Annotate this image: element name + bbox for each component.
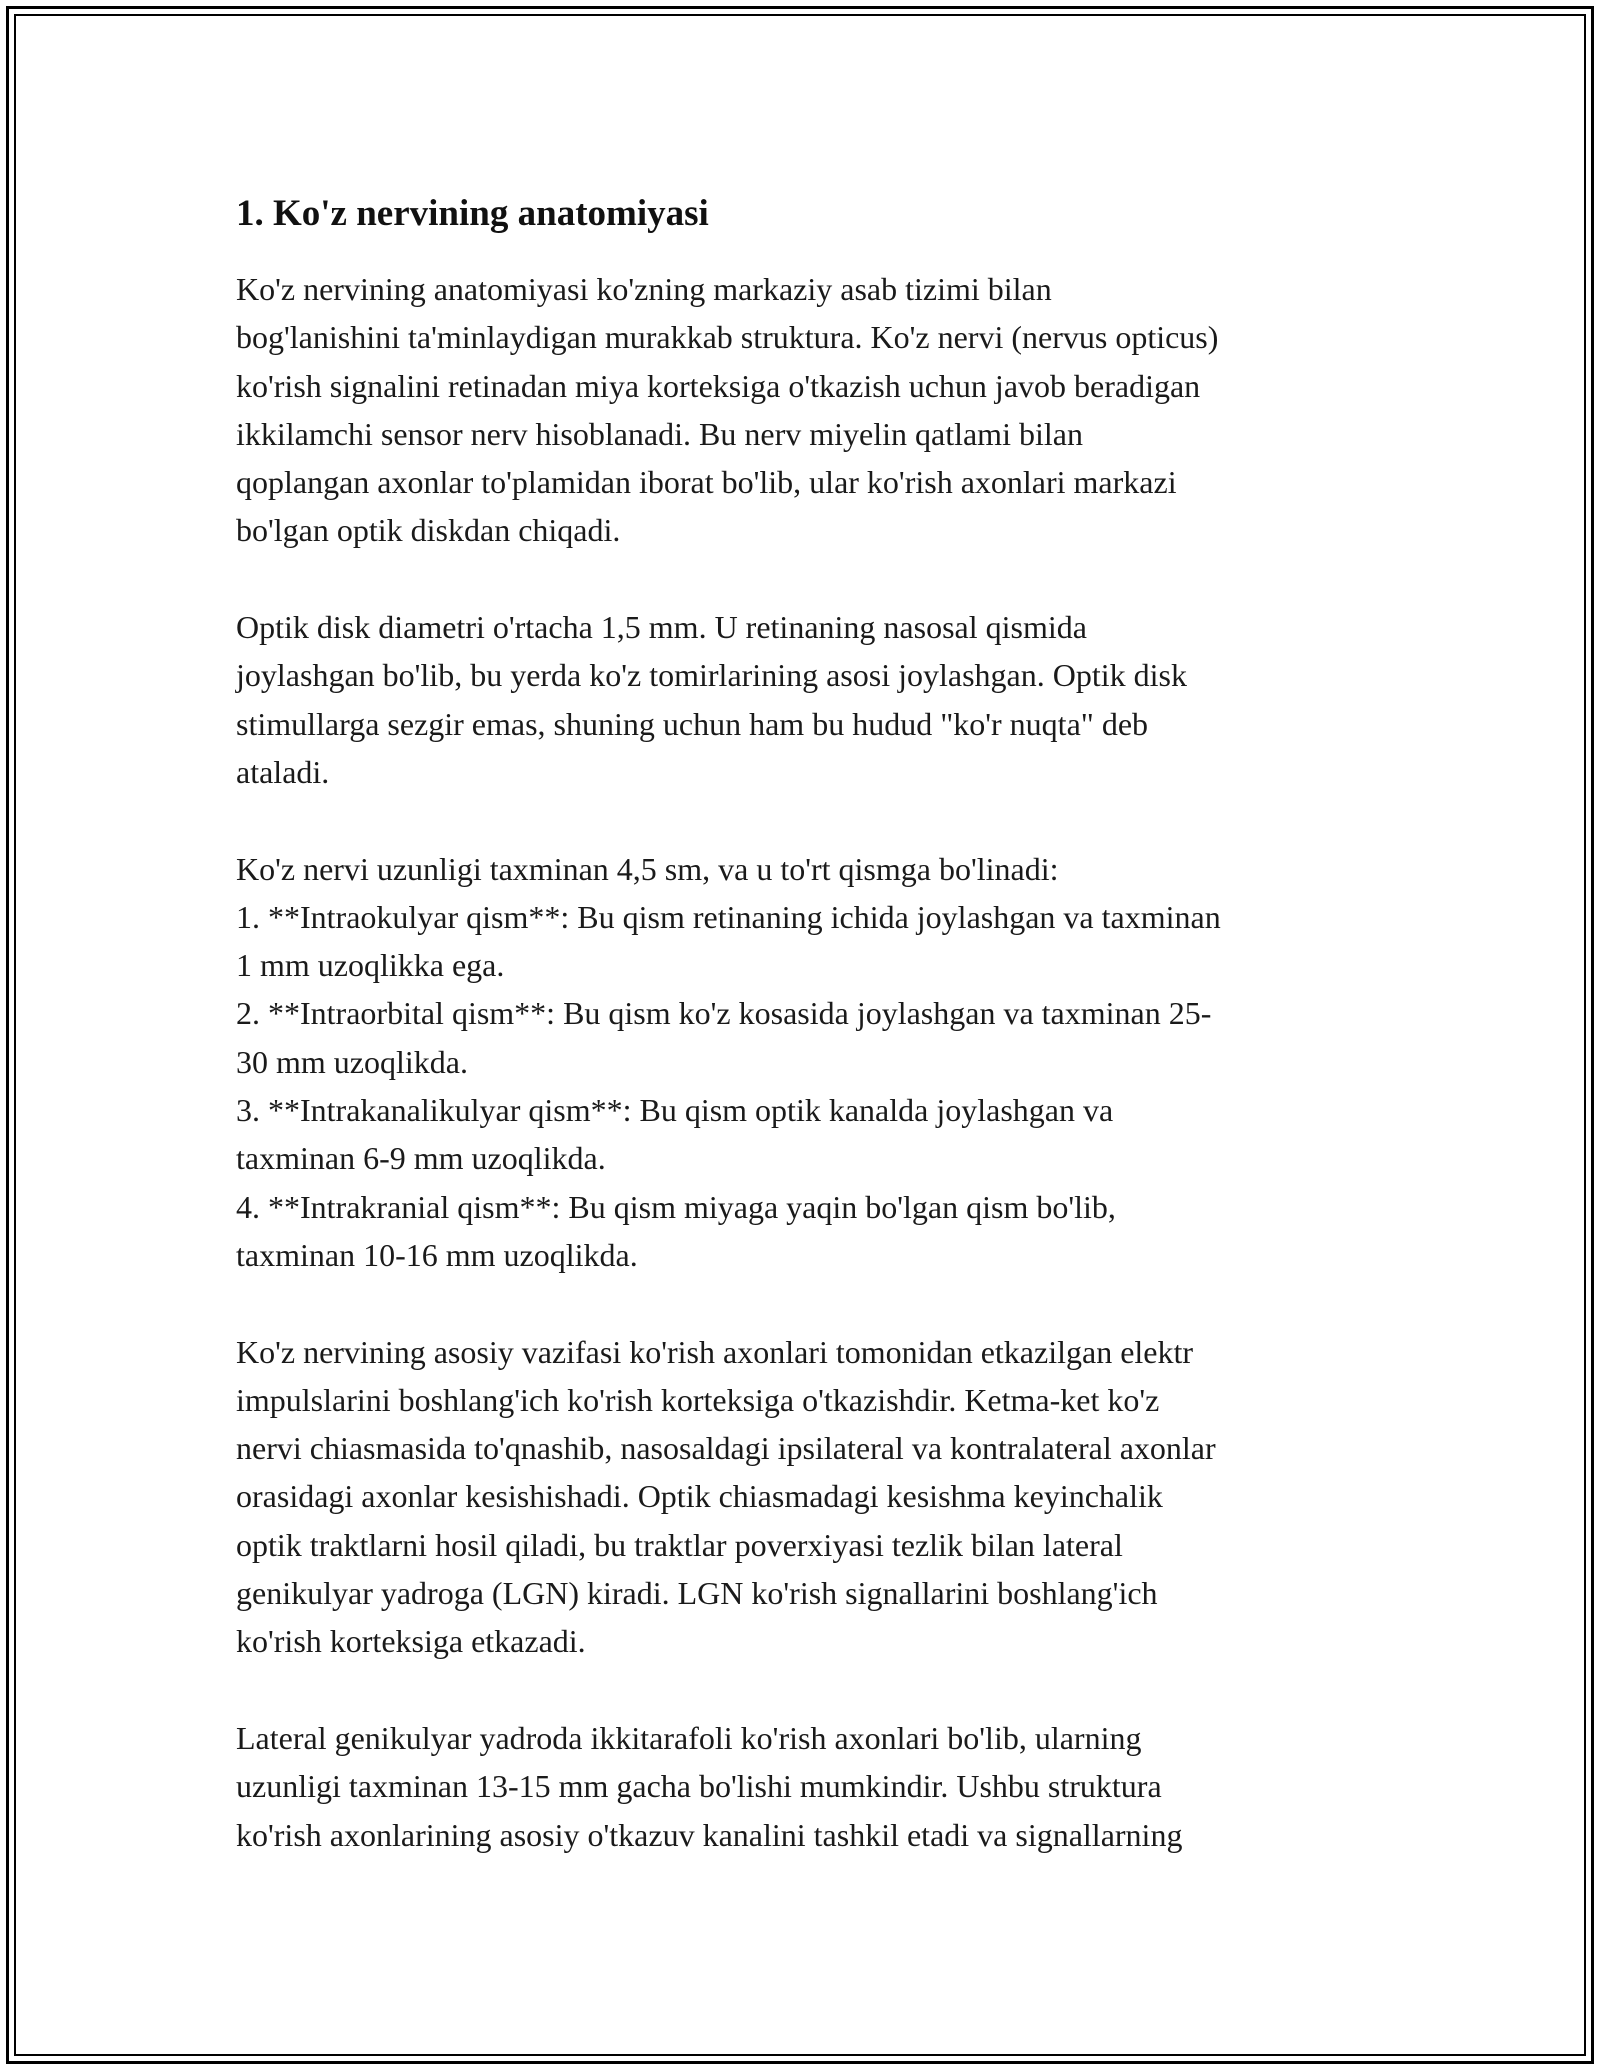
text-line: ko'rish signalini retinadan miya korteksiga o'tkazish uchun javob beradigan (236, 367, 1201, 404)
text-line: Ko'z nervining asosiy vazifasi ko'rish axonlari tomonidan etkazilgan elektr (236, 1333, 1194, 1370)
text-line: uzunligi taxminan 13-15 mm gacha bo'lishi mumkindir. Ushbu struktura (236, 1768, 1162, 1805)
text-line: Ko'z nervining anatomiyasi ko'zning markaziy asab tizimi bilan (236, 271, 1052, 307)
text-line: impulslarini boshlang'ich ko'rish korteksiga o'tkazishdir. Ketma-ket ko'z (236, 1381, 1160, 1418)
paragraph-nerve-parts (236, 845, 1376, 1280)
text-line: ko'rish axonlarining asosiy o'tkazuv kanalini tashkil etadi va signallarning (236, 1816, 1183, 1853)
text-line: Optik disk diametri o'rtacha 1,5 mm. U retinaning nasosal qismida (236, 609, 1087, 646)
list-item: 1. **Intraokulyar qism**: Bu qism retinaning ichida joylashgan va taxminan (236, 898, 1221, 935)
section-heading: 1. Ko'z nervining anatomiyasi (236, 193, 709, 234)
paragraph-lgn (236, 1714, 1376, 1859)
document-body (236, 186, 1376, 1859)
list-item: 4. **Intrakranial qism**: Bu qism miyaga yaqin bo'lgan qism bo'lib, (236, 1188, 1116, 1225)
list-item: 3. **Intrakanalikulyar qism**: Bu qism optik kanalda joylashgan va (236, 1092, 1114, 1129)
paragraph-spacer (236, 1666, 1376, 1714)
text-line: ko'rish korteksiga etkazadi. (236, 1623, 586, 1660)
text-line: nervi chiasmasida to'qnashib, nasosaldagi ipsilateral va kontralateral axonlar (236, 1430, 1216, 1467)
list-item-continuation: taxminan 10-16 mm uzoqlikda. (236, 1236, 638, 1273)
text-line: joylashgan bo'lib, bu yerda ko'z tomirlarining asosi joylashgan. Optik disk (236, 657, 1187, 694)
text-line: orasidagi axonlar kesishishadi. Optik chiasmadagi kesishma keyinchalik (236, 1478, 1163, 1515)
paragraph-spacer (236, 555, 1376, 603)
text-line: genikulyar yadroga (LGN) kiradi. LGN ko'rish signallarini boshlang'ich (236, 1575, 1158, 1612)
paragraph-spacer (236, 1279, 1376, 1327)
text-line: ataladi. (236, 753, 330, 790)
text-line: bo'lgan optik diskdan chiqadi. (236, 512, 621, 549)
list-item-continuation: 30 mm uzoqlikda. (236, 1043, 468, 1080)
text-line: Ko'z nervi uzunligi taxminan 4,5 sm, va u to'rt qismga bo'linadi: (236, 850, 1059, 887)
text-line: stimullarga sezgir emas, shuning uchun ham bu hudud "ko'r nuqta" deb (236, 705, 1149, 742)
list-item-continuation: 1 mm uzoqlikka ega. (236, 947, 505, 984)
paragraph-spacer (236, 796, 1376, 844)
text-line: ikkilamchi sensor nerv hisoblanadi. Bu nerv miyelin qatlami bilan (236, 415, 1083, 452)
text-line: optik traktlarni hosil qiladi, bu traktlar poverxiyasi tezlik bilan lateral (236, 1526, 1123, 1563)
text-line: qoplangan axonlar to'plamidan iborat bo'lib, ular ko'rish axonlari markazi (236, 464, 1177, 501)
list-item: 2. **Intraorbital qism**: Bu qism ko'z kosasida joylashgan va taxminan 25- (236, 995, 1212, 1032)
list-item-continuation: taxminan 6-9 mm uzoqlikda. (236, 1140, 606, 1177)
paragraph-optic-disk (236, 603, 1376, 796)
text-line: bog'lanishini ta'minlaydigan murakkab struktura. Ko'z nervi (nervus opticus) (236, 319, 1219, 356)
paragraph-anatomy-intro (236, 265, 1376, 555)
paragraph-nerve-function (236, 1328, 1376, 1666)
text-line: Lateral genikulyar yadroda ikkitarafoli ko'rish axonlari bo'lib, ularning (236, 1719, 1142, 1756)
